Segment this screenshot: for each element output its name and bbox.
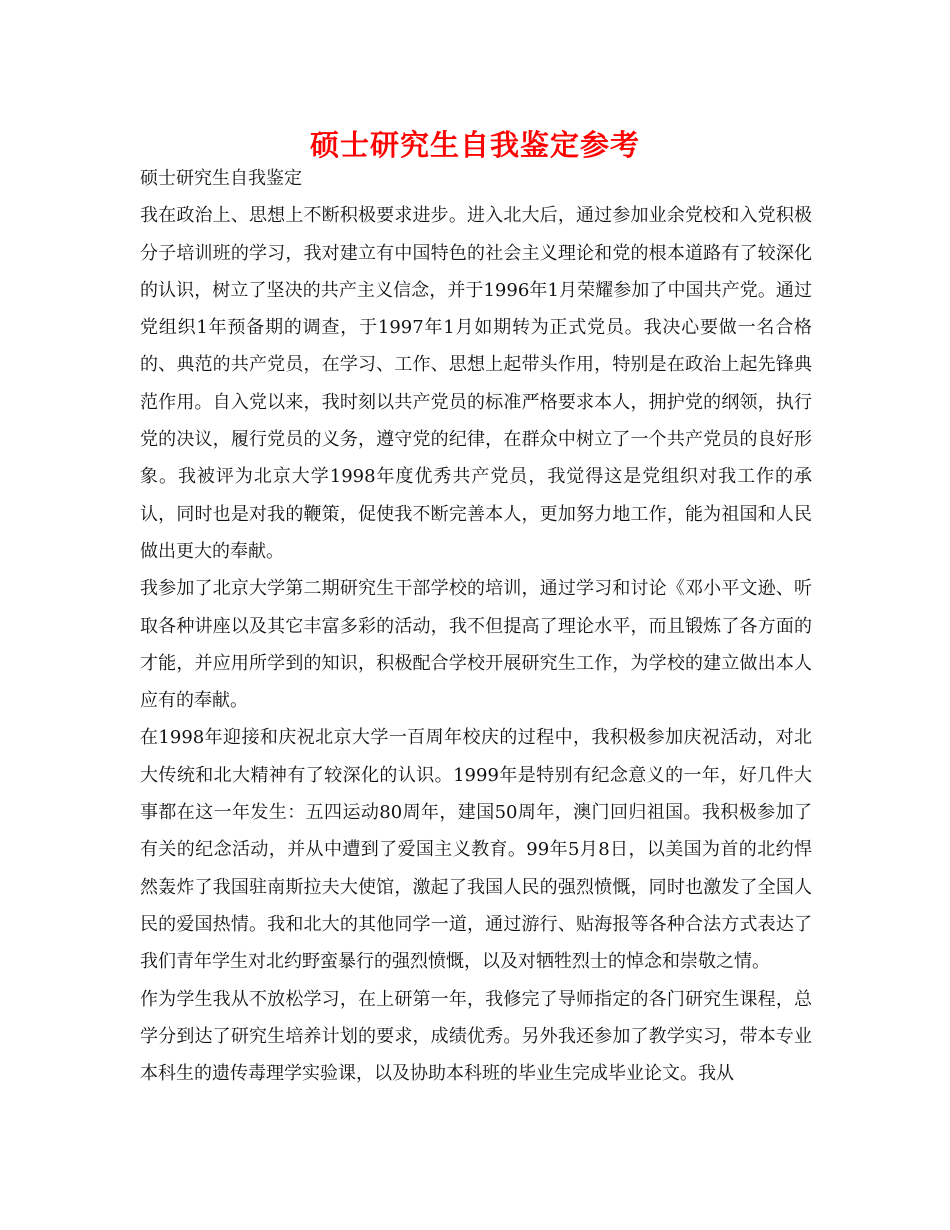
paragraph-anniversary: 在1998年迎接和庆祝北京大学一百周年校庆的过程中，我积极参加庆祝活动，对北大传统和北大精神有了较深化的认识。1999年是特别有纪念意义的一年，好几件大事都在这一年发生：五四运动80周年，建国50周年，澳门回归祖国。我积极参加了有关的纪念活动，并从中遭到了爱国主义教育。99年5月8日，以美国为首的北约悍然轰炸了我国驻南斯拉夫大使馆，激起了我国人民的强烈愤慨，同时也激发了全国人民的爱国热情。我和北大的其他同学一道，通过游行、贴海报等各种合法方式表达了我们青年学生对北约野蛮暴行的强烈愤慨，以及对牺牲烈士的悼念和崇敬之情。	[140, 727, 812, 973]
paragraph-cadre-training: 我参加了北京大学第二期研究生干部学校的培训，通过学习和讨论《邓小平文逊、听取各种讲座以及其它丰富多彩的活动，我不但提高了理论水平，而且锻炼了各方面的才能，并应用所学到的知识，积极配合学校开展研究生工作，为学校的建立做出本人应有的奉献。	[140, 578, 812, 712]
document-subtitle: 硕士研究生自我鉴定	[140, 168, 302, 189]
document-title: 硕士研究生自我鉴定参考	[309, 128, 640, 162]
paragraph-study: 作为学生我从不放松学习，在上研第一年，我修完了导师指定的各门研究生课程，总学分到达了研究生培养计划的要求，成绩优秀。另外我还参加了教学实习，带本专业本科生的遗传毒理学实验课，以及协助本科班的毕业生完成毕业论文。我从	[140, 988, 812, 1085]
paragraph-politics: 我在政治上、思想上不断积极要求进步。进入北大后，通过参加业余党校和入党积极分子培训班的学习，我对建立有中国特色的社会主义理论和党的根本道路有了较深化的认识，树立了坚决的共产主义信念，并于1996年1月荣耀参加了中国共产党。通过党组织1年预备期的调查，于1997年1月如期转为正式党员。我决心要做一名合格的、典范的共产党员，在学习、工作、思想上起带头作用，特别是在政治上起先锋典范作用。自入党以来，我时刻以共产党员的标准严格要求本人，拥护党的纲领，执行党的决议，履行党员的义务，遵守党的纪律，在群众中树立了一个共产党员的良好形象。我被评为北京大学1998年度优秀共产党员，我觉得这是党组织对我工作的承认，同时也是对我的鞭策，促使我不断完善本人，更加努力地工作，能为祖国和人民做出更大的奉献。	[140, 205, 812, 562]
document-body	[140, 160, 812, 1092]
